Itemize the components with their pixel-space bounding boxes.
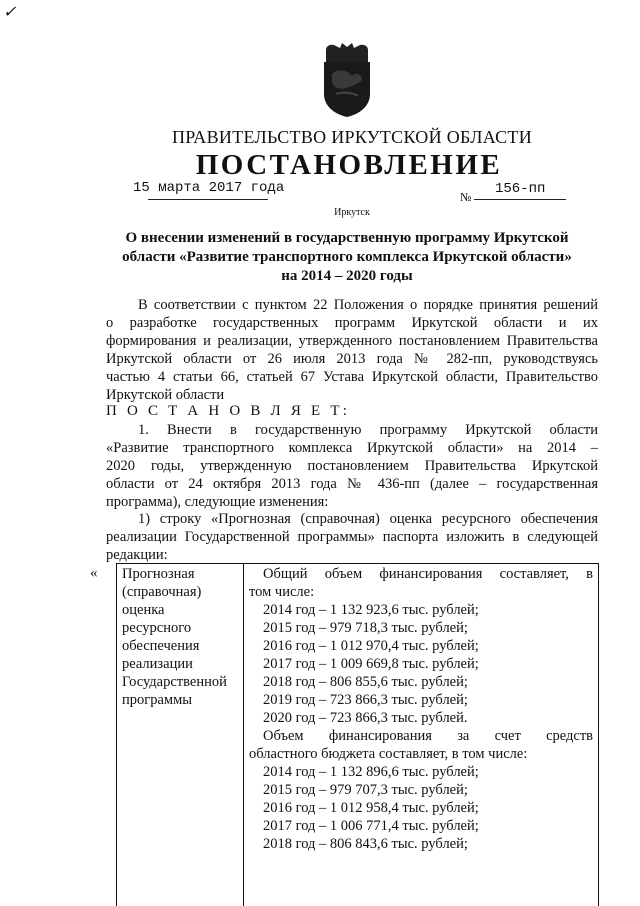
year-amount-line: 2014 год – 1 132 896,6 тыс. рублей; <box>263 764 479 780</box>
year-amount-line: 2020 год – 723 866,3 тыс. рублей. <box>263 710 468 726</box>
label-line: ресурсного <box>122 620 192 636</box>
date-underline <box>148 199 268 200</box>
decree-date: 15 марта 2017 года <box>133 180 285 196</box>
value-line: том числе: <box>249 584 315 600</box>
decree-number: 156-пп <box>495 181 546 197</box>
year-amount-line: 2016 год – 1 012 970,4 тыс. рублей; <box>263 638 479 654</box>
text-line: 2020 годы, утвержденную постановлением Правительства Иркутской <box>106 458 598 474</box>
year-amount-line: 2014 год – 1 132 923,6 тыс. рублей; <box>263 602 479 618</box>
year-amount-line: 2017 год – 1 006 771,4 тыс. рублей; <box>263 818 479 834</box>
label-line: Прогнозная <box>122 566 195 582</box>
label-line: оценка <box>122 602 165 618</box>
title-line: на 2014 – 2020 годы <box>281 268 413 284</box>
document-type: ПОСТАНОВЛЕНИЕ <box>195 149 503 181</box>
government-name: ПРАВИТЕЛЬСТВО ИРКУТСКОЙ ОБЛАСТИ <box>171 127 533 147</box>
opening-quote: « <box>90 565 98 581</box>
coat-of-arms-emblem <box>318 42 376 118</box>
text-line: формирования и реализации, утвержденного постановлением Правительства <box>106 333 598 349</box>
year-amount-line: 2015 год – 979 707,3 тыс. рублей; <box>263 782 468 798</box>
label-line: реализации <box>122 656 193 672</box>
text-line: Иркутской области от 26 июля 2013 года № 282-пп, руководствуясь <box>106 351 598 367</box>
text-line: области от 24 октября 2013 года № 436-пп (далее – государственная <box>106 476 598 492</box>
year-amount-line: 2015 год – 979 718,3 тыс. рублей; <box>263 620 468 636</box>
text-line: реализации Государственной программы» паспорта изложить в следующей <box>106 529 598 545</box>
row-label-cell <box>122 565 240 709</box>
label-line: (справочная) <box>122 584 202 600</box>
text-line: программа), следующие изменения: <box>106 494 329 510</box>
label-line: программы <box>122 692 192 708</box>
number-sign: № <box>460 190 472 204</box>
title-line: О внесении изменений в государственную программу Иркутской <box>125 230 569 246</box>
text-line: Иркутской области <box>106 387 225 403</box>
preamble-paragraph <box>106 296 598 404</box>
text-line: частью 4 статьи 66, статьей 67 Устава Иркутской области, Правительство <box>106 369 598 385</box>
year-amount-line: 2019 год – 723 866,3 тыс. рублей; <box>263 692 468 708</box>
item-1-paragraph <box>106 421 598 511</box>
value-line: Общий объем финансирования составляет, в <box>263 566 593 582</box>
column-divider <box>243 564 244 906</box>
text-line: 1. Внести в государственную программу Иркутской области <box>138 422 598 438</box>
year-amount-line: 2017 год – 1 009 669,8 тыс. рублей; <box>263 656 479 672</box>
year-amount-line: 2018 год – 806 843,6 тыс. рублей; <box>263 836 468 852</box>
city-name: Иркутск <box>334 207 370 218</box>
year-amount-line: 2018 год – 806 855,6 тыс. рублей; <box>263 674 468 690</box>
document-title <box>100 229 594 286</box>
text-line: 1) строку «Прогнозная (справочная) оценка ресурсного обеспечения <box>138 511 598 527</box>
label-line: обеспечения <box>122 638 200 654</box>
table-right-border <box>598 564 599 906</box>
row-value-cell <box>249 565 593 853</box>
number-underline <box>474 199 566 200</box>
funding-table <box>116 563 599 906</box>
year-amount-line: 2016 год – 1 012 958,4 тыс. рублей; <box>263 800 479 816</box>
value-line: Объем финансирования за счет средств <box>263 728 593 744</box>
title-line: области «Развитие транспортного комплекса Иркутской области» <box>122 249 572 265</box>
resolve-heading: П О С Т А Н О В Л Я Е Т: <box>106 403 351 419</box>
item-1-1-paragraph <box>106 510 598 564</box>
label-line: Государственной <box>122 674 227 690</box>
text-line: В соответствии с пунктом 22 Положения о порядке принятия решений <box>138 297 598 313</box>
text-line: редакции: <box>106 547 168 563</box>
text-line: о разработке государственных программ Иркутской области и их <box>106 315 598 331</box>
handwritten-check-mark: ✓ <box>3 4 17 21</box>
value-line: областного бюджета составляет, в том числе: <box>249 746 528 762</box>
text-line: «Развитие транспортного комплекса Иркутской области» на 2014 – <box>106 440 598 456</box>
